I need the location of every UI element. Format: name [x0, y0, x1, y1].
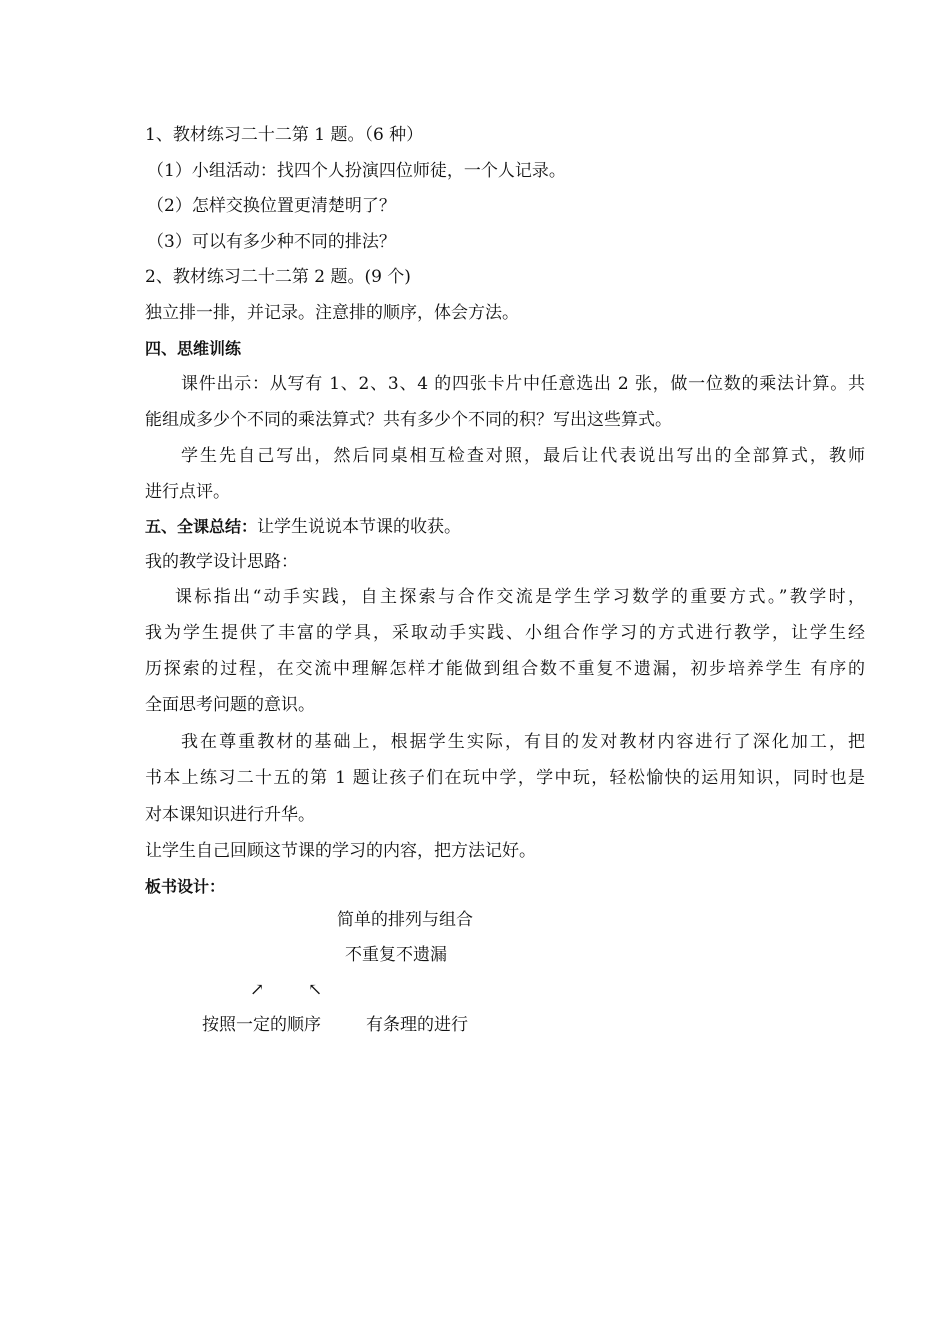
section-5-text: 让学生说说本节课的收获。: [257, 517, 462, 537]
design-para-2-line-1: 我在尊重教材的基础上，根据学生实际，有目的发对教材内容进行了深化加工，把: [181, 732, 865, 752]
arrow-up-left-icon: ↖: [308, 980, 323, 1000]
exercise-1-line: 1、教材练习二十二第 1 题。（6 种）: [145, 125, 424, 145]
design-para-2-line-3: 对本课知识进行升华。: [145, 805, 315, 825]
board-right-label: 有条理的进行: [366, 1015, 468, 1035]
board-heading: 板书设计：: [145, 877, 226, 896]
section-4-para-2-line-2: 进行点评。: [145, 482, 230, 502]
design-para-1-line-1: 课标指出“动手实践，自主探索与合作交流是学生学习数学的重要方式。”教学时，: [175, 587, 865, 607]
board-left-label: 按照一定的顺序: [202, 1015, 321, 1035]
arrow-up-right-icon: ↗: [250, 980, 265, 1000]
section-4-para-2-line-1: 学生先自己写出，然后同桌相互检查对照，最后让代表说出写出的全部算式，教师: [181, 446, 865, 466]
exercise-1-step-3: （3）可以有多少种不同的排法？: [147, 232, 396, 252]
exercise-1-step-1: （1）小组活动：找四个人扮演四位师徒，一个人记录。: [147, 161, 566, 181]
section-4-heading: 四、思维训练: [145, 339, 242, 358]
section-4-para-1-line-1: 课件出示：从写有 1、2、3、4 的四张卡片中任意选出 2 张，做一位数的乘法计算。共: [181, 374, 865, 394]
exercise-2-line: 2、教材练习二十二第 2 题。(9 个): [145, 267, 411, 287]
section-5-line: [145, 516, 865, 538]
board-title: 简单的排列与组合: [337, 910, 473, 930]
board-subtitle: 不重复不遗漏: [345, 945, 447, 965]
design-para-2-line-2: 书本上练习二十五的第 1 题让孩子们在玩中学，学中玩，轻松愉快的运用知识，同时也是: [145, 768, 865, 788]
exercise-2-instruction: 独立排一排，并记录。注意排的顺序，体会方法。: [145, 303, 519, 323]
exercise-1-step-2: （2）怎样交换位置更清楚明了？: [147, 196, 396, 216]
design-para-1-line-2: 我为学生提供了丰富的学具，采取动手实践、小组合作学习的方式进行教学，让学生经: [145, 623, 865, 643]
section-4-para-1-line-2: 能组成多少个不同的乘法算式？共有多少个不同的积？写出这些算式。: [145, 410, 672, 430]
design-title: 我的教学设计思路：: [145, 552, 298, 572]
design-para-3: 让学生自己回顾这节课的学习的内容，把方法记好。: [145, 841, 536, 861]
section-5-heading: 五、全课总结：: [145, 517, 258, 536]
design-para-1-line-3: 历探索的过程，在交流中理解怎样才能做到组合数不重复不遗漏，初步培养学生 有序的: [145, 659, 865, 679]
design-para-1-line-4: 全面思考问题的意识。: [145, 695, 315, 715]
